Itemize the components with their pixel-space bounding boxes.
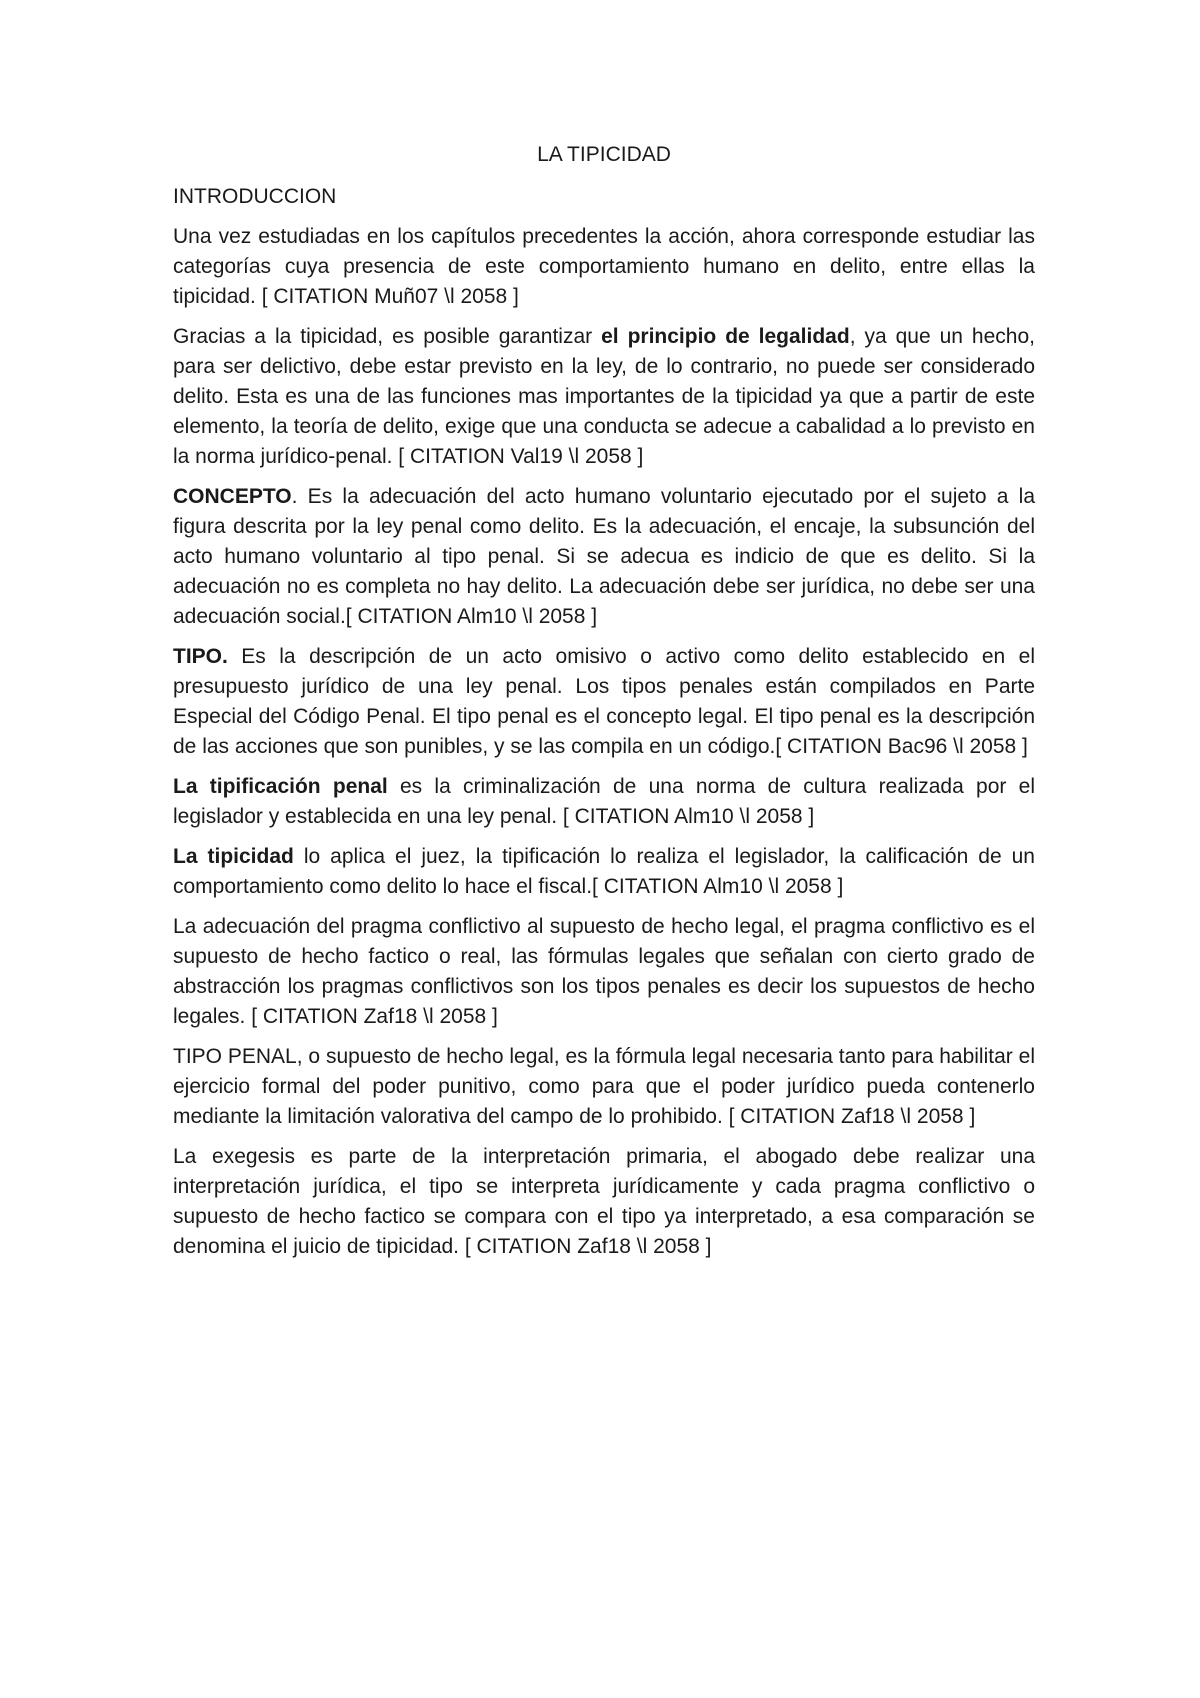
paragraph-pragma: La adecuación del pragma conflictivo al supuesto de hecho legal, el pragma conflictivo es el supuesto de hecho factico o real, las fórmulas legales que señalan con cierto grado de abstracción los pragmas conflictivos son los tipos penales es decir los supuestos de hecho legales. [ CITATION Zaf18 \l 2058 ] <box>173 915 1035 1028</box>
document-title: LA TIPICIDAD <box>537 143 671 166</box>
paragraph-text: . Es la adecuación del acto humano voluntario ejecutado por el sujeto a la figura descrita por la ley penal como delito. Es la adecuación, el encaje, la subsunción del acto humano voluntario al tipo penal. Si se adecua es indicio de que es delito. Si la adecuación no es completa no hay delito. La adecuación debe ser jurídica, no debe ser una adecuación social.[ CITATION Alm10 \l 2058 ] <box>173 485 1035 628</box>
paragraph-text: es la criminalización de una norma de cultura realizada por el legislador y establecida en una ley penal. [ CITATION Alm10 \l 2058 ] <box>173 775 1035 828</box>
paragraph-exegesis: La exegesis es parte de la interpretación primaria, el abogado debe realizar una interpretación jurídica, el tipo se interpreta jurídicamente y cada pragma conflictivo o supuesto de hecho factico se compara con el tipo ya interpretado, a esa comparación se denomina el juicio de tipicidad. [ CITATION Zaf18 \l 2058 ] <box>173 1145 1035 1258</box>
paragraph-tipificacion <box>173 772 1035 832</box>
bold-term: el principio de legalidad <box>601 325 850 348</box>
paragraph-tipicidad <box>173 842 1035 902</box>
paragraph-tipo-penal: TIPO PENAL, o supuesto de hecho legal, es la fórmula legal necesaria tanto para habilitar el ejercicio formal del poder punitivo, como para que el poder jurídico pueda contenerlo mediante la limitación valorativa del campo de lo prohibido. [ CITATION Zaf18 \l 2058 ] <box>173 1045 1035 1128</box>
paragraph-tipo <box>173 642 1035 762</box>
paragraph-text: Es la descripción de un acto omisivo o activo como delito establecido en el presupuesto jurídico de una ley penal. Los tipos penales están compilados en Parte Especial del Código Penal. El tipo penal es el concepto legal. El tipo penal es la descripción de las acciones que son punibles, y se las compila en un código.[ CITATION Bac96 \l 2058 ] <box>173 645 1035 758</box>
paragraph-text: lo aplica el juez, la tipificación lo realiza el legislador, la calificación de un comportamiento como delito lo hace el fiscal.[ CITATION Alm10 \l 2058 ] <box>173 845 1035 898</box>
bold-term: TIPO. <box>173 645 228 668</box>
bold-term: La tipificación penal <box>173 775 388 798</box>
bold-term: La tipicidad <box>173 845 294 868</box>
paragraph-text: , ya que un hecho, para ser delictivo, debe estar previsto en la ley, de lo contrario, no puede ser considerado delito. Esta es una de las funciones mas importantes de la tipicidad ya que a partir de este elemento, la teoría de delito, exige que una conducta se adecue a cabalidad a lo previsto en la norma jurídico-penal. [ CITATION Val19 \l 2058 ] <box>173 325 1035 468</box>
paragraph-concepto <box>173 482 1035 632</box>
paragraph-introduction: Una vez estudiadas en los capítulos precedentes la acción, ahora corresponde estudiar las categorías cuya presencia de este comportamiento humano en delito, entre ellas la tipicidad. [ CITATION Muñ07 \l 2058 ] <box>173 225 1035 308</box>
document-body <box>173 140 1035 1272</box>
bold-term: CONCEPTO <box>173 485 292 508</box>
section-heading: INTRODUCCION <box>173 185 337 208</box>
paragraph-text: Gracias a la tipicidad, es posible garantizar <box>173 325 602 348</box>
paragraph-legalidad <box>173 322 1035 472</box>
